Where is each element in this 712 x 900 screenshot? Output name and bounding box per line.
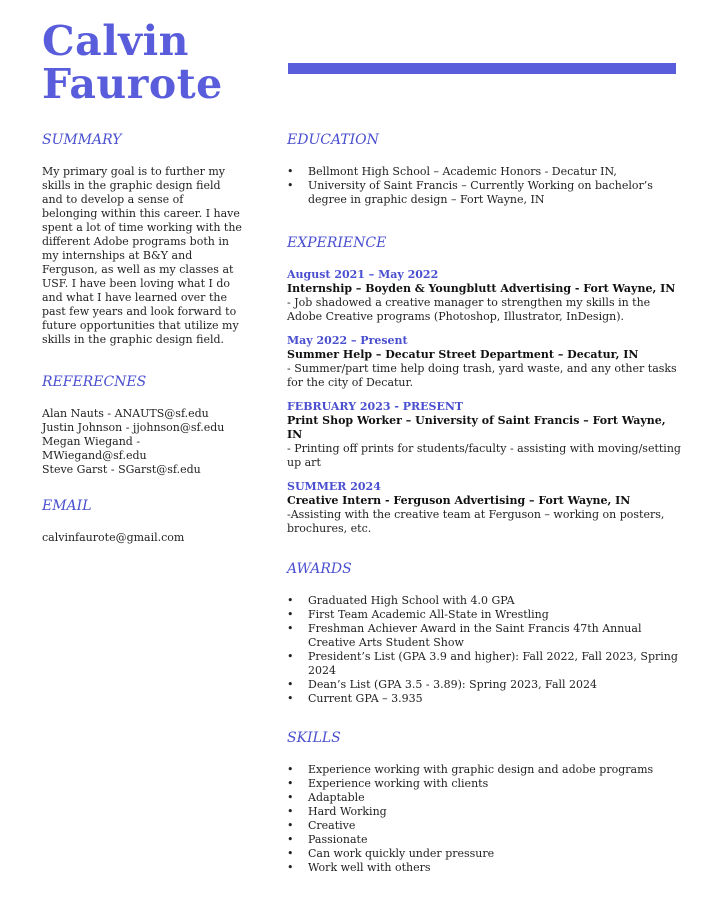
references-list (42, 407, 247, 477)
summary-text: My primary goal is to further my skills in the graphic design field and to develop a sense of belonging within this career. I have spent a lot of time working with the different Adobe programs both in my internships at B&Y and Ferguson, as well as my classes at USF. I have been loving what I do and what I have learned over the past few years and look forward to future opportunities that utilize my skills in the graphic design field. (42, 165, 242, 346)
skill-item: • Hard Working (287, 805, 682, 819)
job-description: - Summer/part time help doing trash, yard waste, and any other tasks for the city of Decatur. (287, 362, 677, 389)
award-item: • President’s List (GPA 3.9 and higher): Fall 2022, Fall 2023, Spring 2024 (287, 650, 682, 678)
job-entry (287, 480, 682, 536)
skill-item: • Can work quickly under pressure (287, 847, 682, 861)
education-item: • University of Saint Francis – Currently Working on bachelor’s degree in graphic design – Fort Wayne, IN (287, 179, 682, 207)
award-item: • Current GPA – 3.935 (287, 692, 682, 706)
job-description: - Printing off prints for students/faculty - assisting with moving/setting up art (287, 442, 681, 469)
job-entry (287, 400, 682, 470)
skill-item: • Adaptable (287, 791, 682, 805)
summary-section (42, 131, 247, 347)
references-heading: REFERECNES (42, 374, 147, 390)
job-description: -Assisting with the creative team at Ferguson – working on posters, brochures, etc. (287, 508, 665, 535)
skill-item: • Work well with others (287, 861, 682, 875)
education-list (287, 165, 682, 207)
email-section (42, 497, 247, 545)
job-role: Internship – Boyden & Youngblutt Advertising - Fort Wayne, IN (287, 282, 676, 295)
skills-section (287, 729, 682, 875)
job-description: - Job shadowed a creative manager to strengthen my skills in the Adobe Creative programs (Photoshop, Illustrator, InDesign). (287, 296, 651, 323)
job-date: August 2021 – May 2022 (287, 268, 439, 281)
summary-heading: SUMMARY (42, 132, 122, 148)
email-heading: EMAIL (42, 498, 92, 514)
awards-heading: AWARDS (287, 561, 352, 577)
award-item: • Freshman Achiever Award in the Saint Francis 47th Annual Creative Arts Student Show (287, 622, 682, 650)
award-item: • Dean’s List (GPA 3.5 - 3.89): Spring 2023, Fall 2024 (287, 678, 682, 692)
education-heading: EDUCATION (287, 132, 379, 148)
skills-heading: SKILLS (287, 730, 341, 746)
references-section (42, 373, 247, 477)
last-name: Faurote (42, 60, 223, 108)
right-column (287, 131, 682, 875)
experience-heading: EXPERIENCE (287, 235, 387, 251)
skill-item: • Creative (287, 819, 682, 833)
reference-item: Justin Johnson - jjohnson@sf.edu (42, 421, 225, 434)
skill-item: • Experience working with clients (287, 777, 682, 791)
job-date: FEBRUARY 2023 - PRESENT (287, 400, 464, 413)
first-name: Calvin (42, 17, 189, 65)
job-role: Summer Help – Decatur Street Department – Decatur, IN (287, 348, 639, 361)
job-entry (287, 268, 682, 324)
reference-item: Steve Garst - SGarst@sf.edu (42, 463, 201, 476)
job-role: Creative Intern - Ferguson Advertising – Fort Wayne, IN (287, 494, 631, 507)
name-heading (42, 17, 223, 108)
job-entry (287, 334, 682, 390)
job-date: SUMMER 2024 (287, 480, 381, 493)
job-role: Print Shop Worker – University of Saint Francis – Fort Wayne, IN (287, 414, 666, 441)
award-item: • Graduated High School with 4.0 GPA (287, 594, 682, 608)
award-item: • First Team Academic All-State in Wrestling (287, 608, 682, 622)
job-date: May 2022 – Present (287, 334, 408, 347)
skill-item: • Experience working with graphic design and adobe programs (287, 763, 682, 777)
reference-item: Megan Wiegand - MWiegand@sf.edu (42, 435, 147, 462)
awards-section (287, 560, 682, 706)
accent-bar (288, 63, 676, 74)
experience-section (287, 234, 682, 536)
education-item: • Bellmont High School – Academic Honors - Decatur IN, (287, 165, 682, 179)
left-column (42, 131, 247, 545)
skills-list (287, 763, 682, 875)
awards-list (287, 594, 682, 706)
reference-item: Alan Nauts - ANAUTS@sf.edu (42, 407, 209, 420)
skill-item: • Passionate (287, 833, 682, 847)
email-value: calvinfaurote@gmail.com (42, 531, 185, 544)
education-section (287, 131, 682, 207)
